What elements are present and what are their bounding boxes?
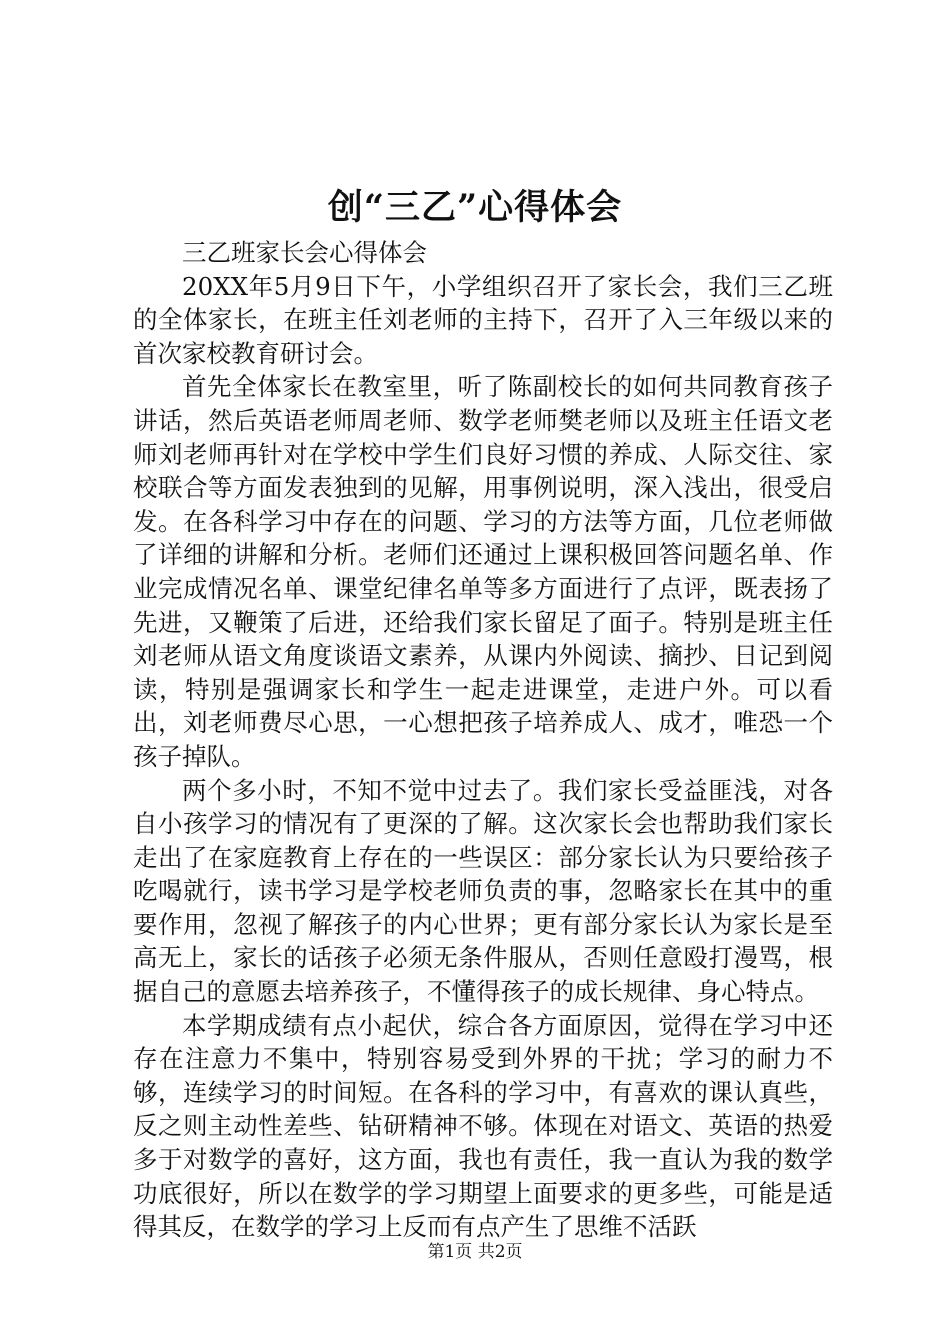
paragraph-1: 20XX年5月9日下午，小学组织召开了家长会，我们三乙班的全体家长，在班主任刘老师的主持下，召开了入三年级以来的首次家校教育研讨会。 xyxy=(133,271,833,368)
page-footer: 第1页 共2页 xyxy=(427,1242,523,1262)
paragraph-2: 首先全体家长在教室里，听了陈副校长的如何共同教育孩子讲话，然后英语老师周老师、数学老师樊老师以及班主任语文老师刘老师再针对在学校中学生们良好习惯的养成、人际交往、家校联合等方面发表独到的见解，用事例说明，深入浅出，很受启发。在各科学习中存在的问题、学习的方法等方面，几位老师做了详细的讲解和分析。老师们还通过上课积极回答问题名单、作业完成情况名单、课堂纪律名单等多方面进行了点评，既表扬了先进，又鞭策了后进，还给我们家长留足了面子。特别是班主任刘老师从语文角度谈语文素养，从课内外阅读、摘抄、日记到阅读，特别是强调家长和学生一起走进课堂，走进户外。可以看出，刘老师费尽心思，一心想把孩子培养成人、成才，唯恐一个孩子掉队。 xyxy=(133,372,833,771)
paragraph-4: 本学期成绩有点小起伏，综合各方面原因，觉得在学习中还存在注意力不集中，特别容易受到外界的干扰；学习的耐力不够，连续学习的时间短。在各科的学习中，有喜欢的课认真些，反之则主动性差些、钻研精神不够。体现在对语文、英语的热爱多于对数学的喜好，这方面，我也有责任，我一直认为我的数学功底很好，所以在数学的学习期望上面要求的更多些，可能是适得其反，在数学的学习上反而有点产生了思维不活跃 xyxy=(133,1010,833,1242)
document-body xyxy=(133,236,833,1244)
document-title: 创“三乙”心得体会 xyxy=(327,187,623,228)
paragraph-3: 两个多小时，不知不觉中过去了。我们家长受益匪浅，对各自小孩学习的情况有了更深的了解。这次家长会也帮助我们家长走出了在家庭教育上存在的一些误区：部分家长认为只要给孩子吃喝就行，读书学习是学校老师负责的事，忽略家长在其中的重要作用，忽视了解孩子的内心世界；更有部分家长认为家长是至高无上，家长的话孩子必须无条件服从，否则任意殴打漫骂，根据自己的意愿去培养孩子，不懂得孩子的成长规律、身心特点。 xyxy=(133,775,833,1007)
document-subtitle: 三乙班家长会心得体会 xyxy=(182,238,427,267)
